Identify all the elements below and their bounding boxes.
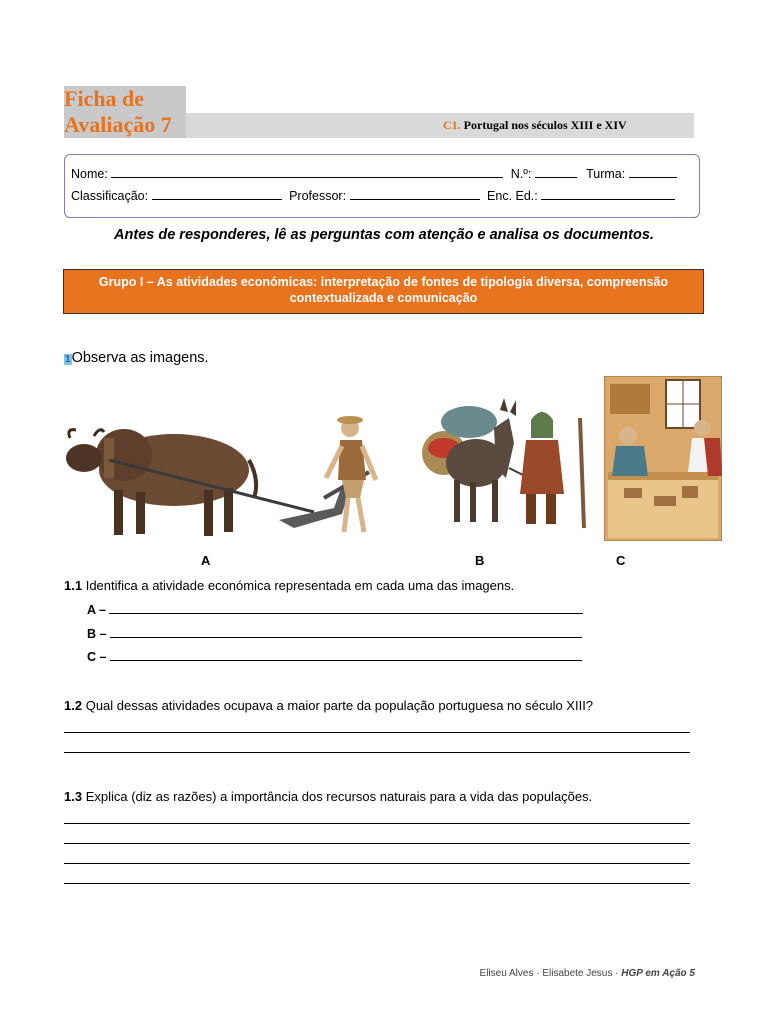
answer-b-prefix: B – bbox=[87, 627, 107, 641]
group-heading-line-2: contextualizada e comunicação bbox=[289, 291, 478, 305]
image-b-label: B bbox=[475, 553, 485, 568]
teacher-label: Professor: bbox=[289, 189, 347, 203]
grade-field[interactable] bbox=[152, 188, 282, 200]
answer-line[interactable] bbox=[64, 843, 690, 844]
ox-plough-farmer-illustration bbox=[64, 380, 396, 545]
question-1-1-text: Identifica a atividade económica representada em cada uma das imagens. bbox=[85, 578, 515, 593]
answer-b-row bbox=[87, 626, 586, 641]
question-1-3-number: 1.3 bbox=[64, 789, 83, 804]
footer-book-title: HGP em Ação 5 bbox=[621, 968, 695, 979]
question-1-3-text: Explica (diz as razões) a importância dos recursos naturais para a vida das populações. bbox=[85, 789, 593, 804]
teacher-field[interactable] bbox=[350, 188, 480, 200]
answer-c-prefix: C – bbox=[87, 650, 107, 664]
title-line-1: Ficha de bbox=[64, 86, 145, 111]
question-1-2 bbox=[64, 698, 593, 713]
answer-line[interactable] bbox=[64, 752, 690, 753]
image-a-label: A bbox=[201, 553, 211, 568]
guardian-label: Enc. Ed.: bbox=[487, 189, 538, 203]
grade-label: Classificação: bbox=[71, 189, 149, 203]
info-row-2 bbox=[71, 188, 679, 203]
group-heading bbox=[63, 269, 704, 314]
answer-line[interactable] bbox=[64, 883, 690, 884]
name-label: Nome: bbox=[71, 167, 108, 181]
info-row-1 bbox=[71, 166, 681, 181]
worksheet-title bbox=[64, 86, 172, 138]
question-1-1 bbox=[64, 578, 514, 593]
question-1-3 bbox=[64, 789, 592, 804]
instructions-text: Antes de responderes, lê as perguntas com atenção e analisa os documentos. bbox=[114, 227, 654, 243]
answer-line[interactable] bbox=[64, 863, 690, 864]
student-info-box bbox=[64, 154, 700, 218]
chapter-code: C1. bbox=[443, 118, 461, 132]
image-c-label: C bbox=[616, 553, 626, 568]
question-1-2-text: Qual dessas atividades ocupava a maior parte da população portuguesa no século XIII? bbox=[85, 698, 594, 713]
question-1-1-number: 1.1 bbox=[64, 578, 83, 593]
question-1-text: Observa as imagens. bbox=[71, 350, 209, 366]
answer-line[interactable] bbox=[64, 823, 690, 824]
question-1 bbox=[64, 350, 209, 366]
answer-a-line[interactable] bbox=[109, 602, 583, 614]
group-heading-line-1: Grupo I – As atividades económicas: interpretação de fontes de tipologia diversa, compreensão bbox=[98, 275, 669, 289]
number-label: N.º: bbox=[510, 167, 532, 181]
guardian-field[interactable] bbox=[541, 188, 675, 200]
class-label: Turma: bbox=[586, 167, 626, 181]
craftsman-workshop-illustration bbox=[604, 376, 722, 541]
number-field[interactable] bbox=[535, 166, 577, 178]
answer-b-line[interactable] bbox=[110, 626, 582, 638]
mule-merchant-illustration bbox=[414, 398, 590, 533]
name-field[interactable] bbox=[111, 166, 503, 178]
page-footer bbox=[480, 968, 695, 979]
answer-c-row bbox=[87, 649, 586, 664]
ox-head bbox=[66, 444, 102, 472]
answer-c-line[interactable] bbox=[110, 649, 582, 661]
answer-line[interactable] bbox=[64, 732, 690, 733]
question-1-2-number: 1.2 bbox=[64, 698, 83, 713]
chapter-title: Portugal nos séculos XIII e XIV bbox=[463, 118, 627, 132]
question-1-number: 1 bbox=[65, 354, 71, 365]
answer-a-row bbox=[87, 602, 587, 617]
footer-authors: Eliseu Alves · Elisabete Jesus · bbox=[479, 968, 619, 979]
class-field[interactable] bbox=[629, 166, 677, 178]
title-line-2: Avaliação 7 bbox=[64, 112, 172, 137]
answer-a-prefix: A – bbox=[87, 603, 106, 617]
chapter-heading bbox=[443, 118, 627, 133]
